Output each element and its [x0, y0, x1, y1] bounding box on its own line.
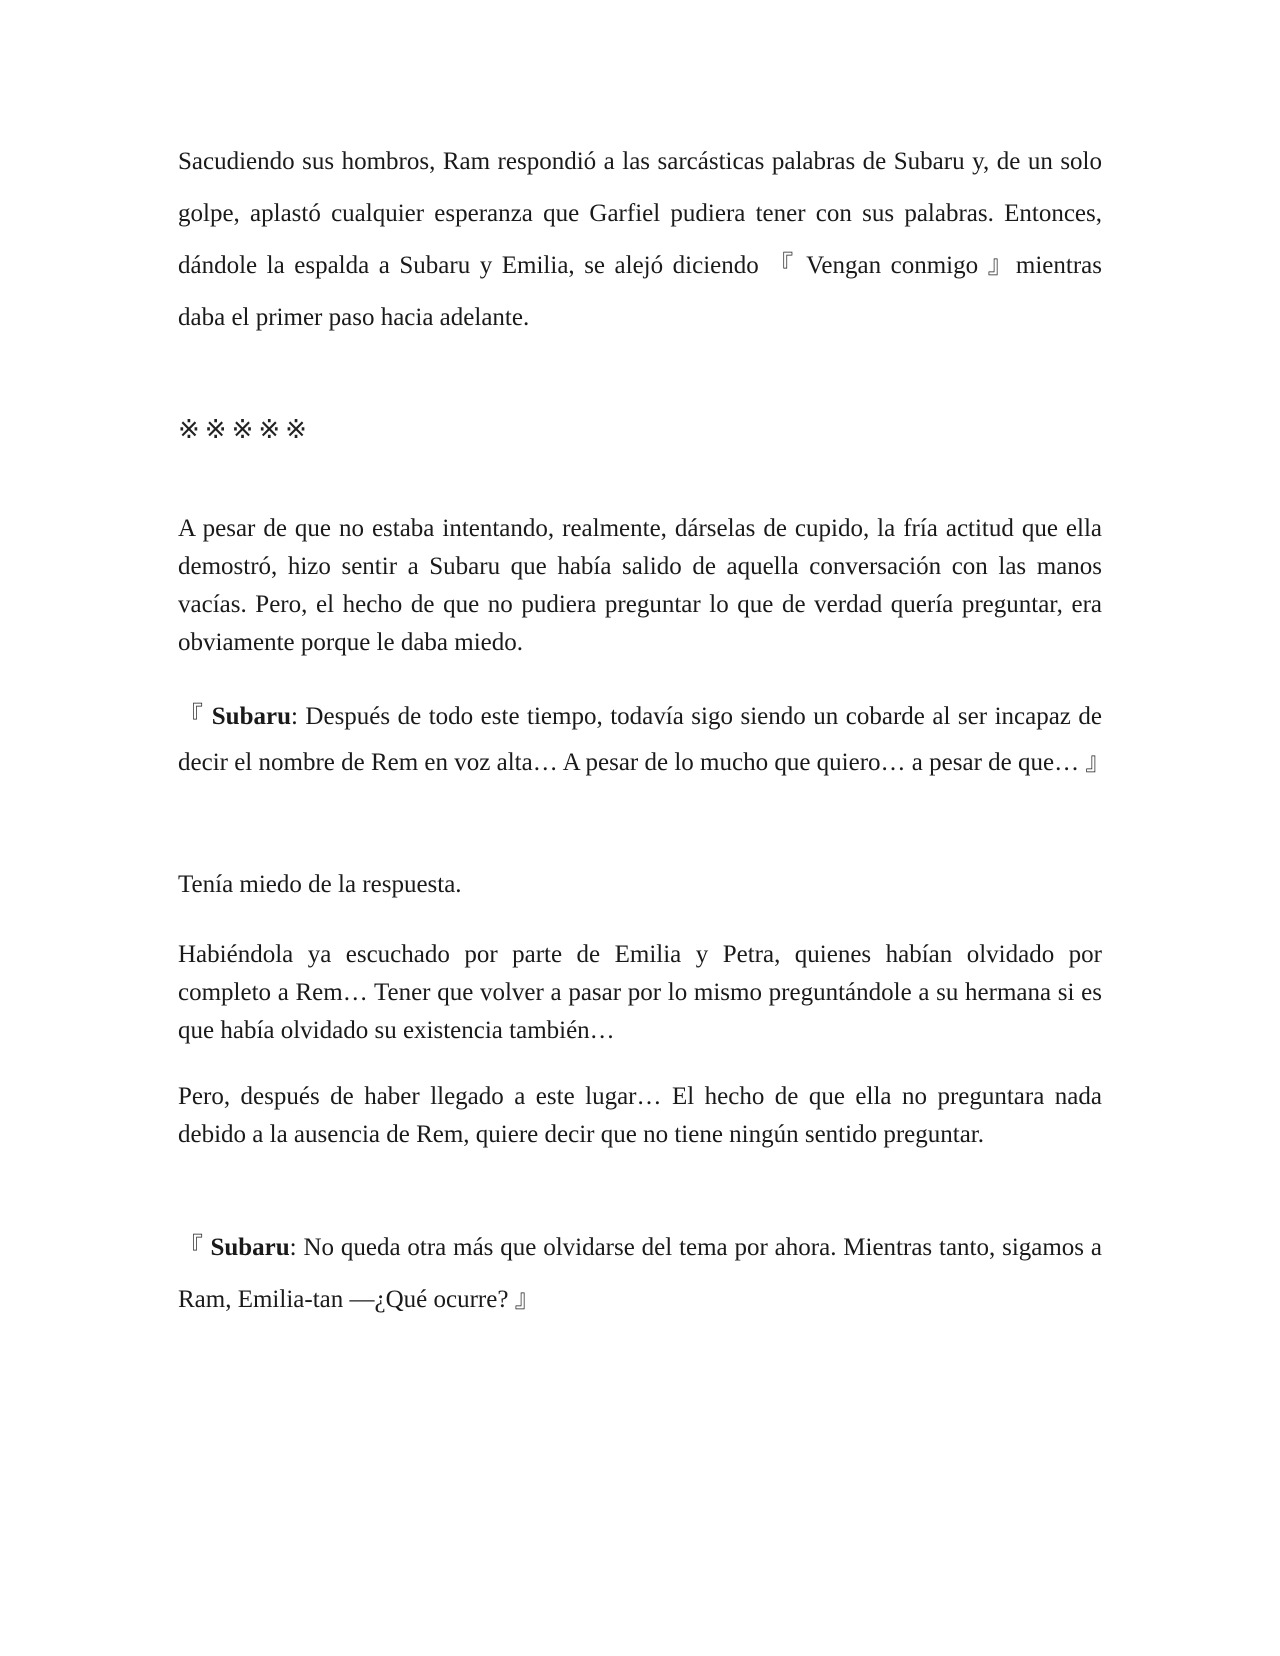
- paragraph-this-place: Pero, después de haber llegado a este lugar… El hecho de que ella no preguntara nada debido a la ausencia de Rem, quiere decir que no tiene ningún sentido preguntar.: [178, 1083, 1102, 1148]
- speaker-name: Subaru: [210, 1234, 290, 1261]
- scene-separator: ※※※※※: [178, 415, 312, 445]
- paragraph-emilia-petra: Habiéndola ya escuchado por parte de Emilia y Petra, quienes habían olvidado por completo a Rem… Tener que volver a pasar por lo mismo preguntándole a su hermana si es que había olvidado su existencia también…: [178, 941, 1102, 1044]
- dialogue-subaru-1: [178, 694, 1111, 786]
- dialogue-text: : No queda otra más que olvidarse del tema por ahora. Mientras tanto, sigamos a Ram, Emilia-tan —¿Qué ocurre? 』: [178, 1234, 1102, 1313]
- dialogue-text: : Después de todo este tiempo, todavía sigo siendo un cobarde al ser incapaz de decir el nombre de Rem en voz alta… A pesar de lo mucho que quiero… a pesar de que… 』: [178, 703, 1111, 776]
- dialogue-open-bracket: 『: [178, 1234, 211, 1261]
- paragraph-intro: Sacudiendo sus hombros, Ram respondió a las sarcásticas palabras de Subaru y, de un solo golpe, aplastó cualquier esperanza que Garfiel pudiera tener con sus palabras. Entonces, dándole la espalda a Subaru y Emilia, se alejó diciendo 『 Vengan conmigo 』mientras daba el primer paso hacia adelante.: [178, 148, 1102, 331]
- paragraph-cupid: A pesar de que no estaba intentando, realmente, dárselas de cupido, la fría actitud que ella demostró, hizo sentir a Subaru que había salido de aquella conversación con las manos vacías. Pero, el hecho de que no pudiera preguntar lo que de verdad quería preguntar, era obviamente porque le daba miedo.: [178, 515, 1102, 656]
- speaker-name: Subaru: [211, 703, 291, 730]
- dialogue-subaru-2: [178, 1222, 1102, 1326]
- paragraph-fear: Tenía miedo de la respuesta.: [178, 871, 462, 898]
- dialogue-open-bracket: 『: [178, 703, 212, 730]
